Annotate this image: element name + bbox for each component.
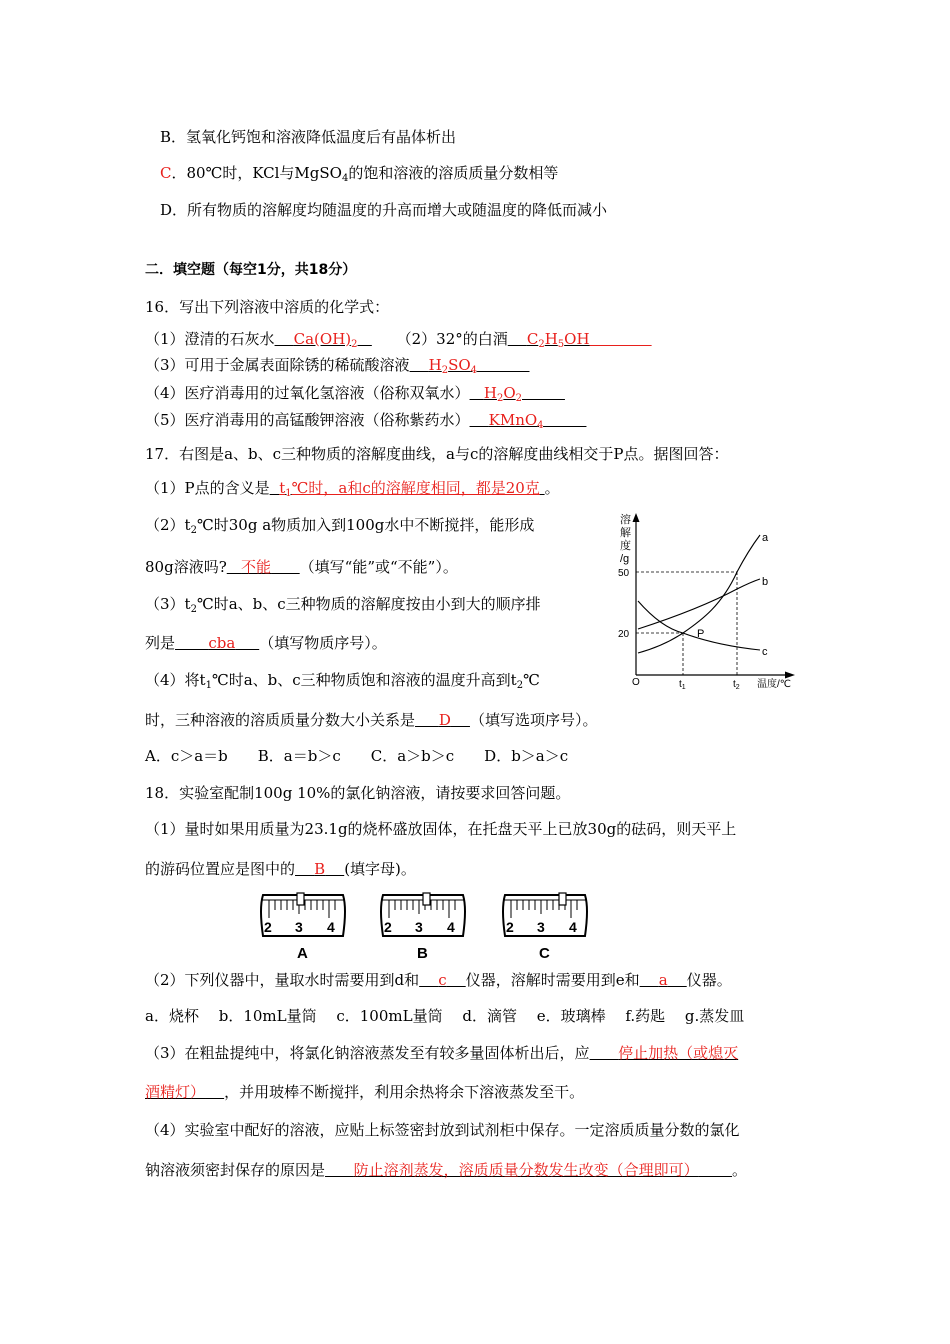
q18-part-1-hint: (填字母)。 xyxy=(344,860,416,878)
ruler-a-tick-4: 4 xyxy=(327,919,335,935)
q17-part-1 xyxy=(145,478,560,504)
origin-label: O xyxy=(632,677,640,688)
q18-part-1-answer: B xyxy=(314,860,326,878)
q17-part-3-blank xyxy=(175,634,259,652)
q18-part-3-blank xyxy=(590,1044,739,1062)
q17-part-1-answer-b: ℃时，a和c的溶解度相同，都是20克 xyxy=(291,479,540,497)
ruler-a-tick-3: 3 xyxy=(295,919,303,935)
q16-item-5-label: （5）医疗消毒用的高锰酸钾溶液（俗称紫药水） xyxy=(145,411,470,429)
q18-part-4-line-1: （4）实验室中配好的溶液，应贴上标签密封放到试剂柜中保存。一定溶质质量分数的氯化 xyxy=(145,1121,740,1139)
q17-part-4-hint: （填写选项序号）。 xyxy=(469,711,598,729)
q16-item-2-sub-1: 2 xyxy=(538,339,545,350)
q16-item-4-answer-b: O xyxy=(503,384,516,402)
ruler-b-letter: B xyxy=(417,945,428,962)
q17-part-1-sub: 1 xyxy=(285,488,292,499)
q18-stem: 18．实验室配制100g 10%的氯化钠溶液，请按要求回答问题。 xyxy=(145,784,571,802)
q18-part-3-answer-b: 酒精灯） xyxy=(145,1083,206,1101)
q16-item-1-label: （1）澄清的石灰水 xyxy=(145,330,275,348)
q18-part-1-question: 的游码位置应是图中的 xyxy=(145,860,296,878)
ruler-figure xyxy=(255,888,595,963)
q18-part-2-blank-2 xyxy=(640,971,687,989)
y-axis-arrow xyxy=(633,513,640,522)
q16-item-4-answer: H xyxy=(483,384,497,402)
q16-item-5 xyxy=(145,410,586,436)
option-b xyxy=(160,127,456,147)
x-axis-arrow xyxy=(785,672,795,679)
point-p-label: P xyxy=(697,628,705,640)
q18-instruments: a．烧杯 b．10mL量筒 c．100mL量筒 d．滴管 e．玻璃棒 f.药匙 g.蒸发皿 xyxy=(145,1007,745,1025)
x-tick-t1: $t_1$ xyxy=(679,679,686,690)
q16-item-1 xyxy=(145,329,652,355)
q16-item-3-answer-b: SO xyxy=(448,356,471,374)
q17-options: A．c＞a＝b B．a＝b＞c C．a＞b＞c D．b＞a＞c xyxy=(145,747,569,765)
solubility-chart xyxy=(612,505,802,690)
q17-part-3-answer: cba xyxy=(208,634,236,652)
q17-part-4-line-2 xyxy=(145,710,597,730)
q17-part-2-hint: （填写“能”或“不能”）。 xyxy=(299,558,458,576)
q18-part-3-text-b: ，并用玻棒不断搅拌，利用余热将余下溶液蒸发至干。 xyxy=(224,1083,585,1101)
option-c-letter: C xyxy=(160,164,172,182)
y-label-char-4: /g xyxy=(620,553,630,565)
option-c xyxy=(160,163,558,189)
q16-item-1-sub: 2 xyxy=(351,339,358,350)
q18-part-3-text: （3）在粗盐提纯中，将氯化钠溶液蒸发至有较多量固体析出后，应 xyxy=(145,1044,590,1062)
q18-part-2-blank-1 xyxy=(419,971,466,989)
q16-item-3-answer: H xyxy=(428,356,442,374)
q16-item-4-sub-1: 2 xyxy=(496,393,504,404)
curve-a-label: a xyxy=(762,532,769,544)
q16-item-2-answer: C xyxy=(526,330,539,348)
q16-item-2-label: （2）32°的白酒 xyxy=(396,330,508,348)
q18-part-4-blank xyxy=(325,1161,732,1179)
q16-item-2-answer-b: H xyxy=(544,330,558,348)
y-tick-50: 50 xyxy=(618,568,630,579)
q17-part-3-question: 列是 xyxy=(145,634,176,652)
ruler-a xyxy=(255,888,351,963)
q17-part-1-answer: t xyxy=(279,479,286,497)
x-tick-t2: $t_2$ xyxy=(733,679,740,690)
q17-part-3-line-1 xyxy=(145,594,541,620)
ruler-a-letter: A xyxy=(297,945,308,962)
q17-part-4-text-b: ℃时a、b、c三种物质饱和溶液的温度升高到t xyxy=(211,671,517,689)
ruler-a-slider xyxy=(297,893,304,905)
ruler-b-tick-2: 2 xyxy=(384,919,392,935)
q17-part-1-end: 。 xyxy=(544,479,560,497)
q17-part-4-answer: D xyxy=(438,711,451,729)
ruler-c-tick-2: 2 xyxy=(506,919,514,935)
q17-part-4-text: （4）将t xyxy=(145,671,206,689)
q17-part-3-sub: 2 xyxy=(190,604,197,615)
q16-item-3-label: （3）可用于金属表面除锈的稀硫酸溶液 xyxy=(145,356,410,374)
ruler-c-letter: C xyxy=(539,945,550,962)
q17-part-3-text-b: ℃时a、b、c三种物质的溶解度按由小到大的顺序排 xyxy=(196,595,541,613)
q18-part-1-line-1: （1）量时如果用质量为23.1g的烧杯盛放固体，在托盘天平上已放30g的砝码，则天平上 xyxy=(145,820,737,838)
q17-part-2-blank xyxy=(227,558,300,576)
q17-part-2-answer: 不能 xyxy=(241,558,272,576)
q16-item-2-answer-c: OH xyxy=(564,330,590,348)
q16-item-4-label: （4）医疗消毒用的过氧化氢溶液（俗称双氧水） xyxy=(145,384,470,402)
curve-b-label: b xyxy=(762,576,769,588)
option-b-text: B．氢氧化钙饱和溶液降低温度后有晶体析出 xyxy=(160,128,457,146)
q17-part-1-blank xyxy=(270,479,545,497)
q17-part-4-text-c: ℃ xyxy=(523,671,540,689)
q18-part-3-line-1 xyxy=(145,1043,738,1063)
ruler-b-slider xyxy=(423,893,430,905)
y-axis-label xyxy=(620,512,631,565)
option-c-sub: 4 xyxy=(341,173,349,184)
q18-part-3-line-2 xyxy=(145,1082,584,1102)
ruler-b-tick-3: 3 xyxy=(415,919,423,935)
q16-item-5-sub: 4 xyxy=(537,420,544,431)
x-axis-label: 温度/℃ xyxy=(757,679,792,690)
q18-part-1-line-2 xyxy=(145,859,416,879)
ruler-a-tick-2: 2 xyxy=(264,919,272,935)
q17-stem: 17．右图是a、b、c三种物质的溶解度曲线，a与c的溶解度曲线相交于P点。据图回答： xyxy=(145,445,729,463)
q18-part-2-text-c: 仪器。 xyxy=(686,971,732,989)
q17-part-4-sub-2: 2 xyxy=(516,680,524,691)
q16-item-4-blank xyxy=(470,384,565,402)
curve-c-label: c xyxy=(762,646,768,658)
q18-part-4-end: 。 xyxy=(732,1161,748,1179)
ruler-c-tick-3: 3 xyxy=(537,919,545,935)
ruler-c-tick-4: 4 xyxy=(569,919,577,935)
q17-part-2-line-1 xyxy=(145,515,534,541)
option-d-text: D．所有物质的溶解度均随温度的升高而增大或随温度的降低而减小 xyxy=(160,201,608,219)
q18-part-4-text: 钠溶液须密封保存的原因是 xyxy=(145,1161,326,1179)
q18-part-2-answer-1: c xyxy=(438,971,447,989)
y-label-char-3: 度 xyxy=(620,540,631,552)
q17-part-4-sub-1: 1 xyxy=(205,680,212,691)
q18-part-4-answer: 防止溶剂蒸发，溶质质量分数发生改变（合理即可） xyxy=(353,1161,699,1179)
q17-part-3-line-2 xyxy=(145,633,387,653)
q17-part-2-line-2 xyxy=(145,557,458,577)
q16-stem: 16．写出下列溶液中溶质的化学式： xyxy=(145,298,390,316)
q18-part-2-text-b: 仪器，溶解时需要用到e和 xyxy=(465,971,640,989)
q16-item-3-sub-2: 4 xyxy=(470,365,478,376)
y-tick-20: 20 xyxy=(618,629,630,640)
q16-item-3-sub-1: 2 xyxy=(441,365,449,376)
q17-part-2-text: （2）t xyxy=(145,516,191,534)
q17-part-3-text: （3）t xyxy=(145,595,191,613)
ruler-c-slider xyxy=(559,893,566,905)
y-label-char-1: 溶 xyxy=(620,514,631,526)
q16-item-1-blank xyxy=(275,330,372,348)
q18-part-1-blank xyxy=(295,860,344,878)
q16-item-3 xyxy=(145,355,530,381)
q16-item-2-sub-2: 5 xyxy=(557,339,565,350)
q16-item-5-blank xyxy=(470,411,587,429)
q17-part-2-text-b: ℃时30g a物质加入到100g水中不断搅拌，能形成 xyxy=(196,516,535,534)
q17-part-2-question: 80g溶液吗? xyxy=(145,558,227,576)
q16-item-1-answer: Ca(OH) xyxy=(293,330,352,348)
q17-part-1-label: （1）P点的含义是 xyxy=(145,479,270,497)
q17-part-2-sub: 2 xyxy=(190,525,197,536)
option-c-text: ．80℃时，KCl与MgSO xyxy=(171,164,342,182)
option-d xyxy=(160,200,607,220)
q17-part-3-hint: （填写物质序号）。 xyxy=(259,634,387,652)
q17-part-4-question: 时，三种溶液的溶质质量分数大小关系是 xyxy=(145,711,416,729)
ruler-c xyxy=(497,888,593,963)
curve-c xyxy=(638,601,760,650)
y-label-char-2: 解 xyxy=(620,527,631,539)
ruler-b-tick-4: 4 xyxy=(447,919,455,935)
q18-part-2-text: （2）下列仪器中，量取水时需要用到d和 xyxy=(145,971,420,989)
q18-part-4-line-2 xyxy=(145,1160,747,1180)
q16-item-4 xyxy=(145,383,565,409)
q16-item-3-blank xyxy=(410,356,530,374)
q17-part-4-blank xyxy=(415,711,470,729)
q17-part-4-line-1 xyxy=(145,670,540,696)
q18-part-2 xyxy=(145,970,732,990)
q18-part-2-answer-2: a xyxy=(658,971,668,989)
ruler-b xyxy=(375,888,471,963)
q16-item-4-sub-2: 2 xyxy=(515,393,523,404)
section-title: 二．填空题（每空1分，共18分） xyxy=(145,262,357,278)
option-c-text-end: 的饱和溶液的溶质质量分数相等 xyxy=(348,164,559,182)
q18-part-3-answer: 停止加热（或熄灭 xyxy=(618,1044,739,1062)
q16-item-5-answer: KMnO xyxy=(488,411,538,429)
q16-item-2-blank xyxy=(508,330,652,348)
